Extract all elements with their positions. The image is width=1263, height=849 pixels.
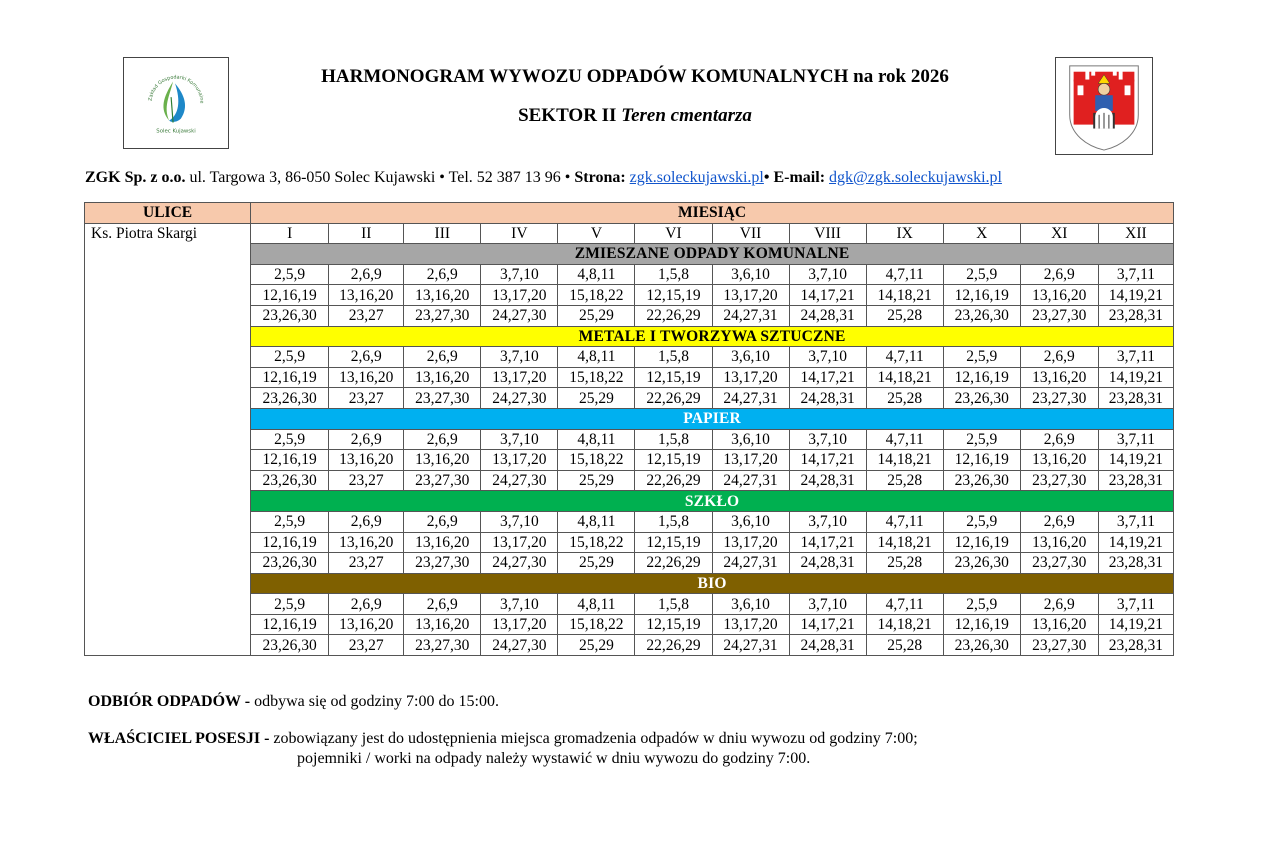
date-cell: 14,17,21: [789, 614, 866, 635]
date-cell: 23,26,30: [943, 635, 1020, 656]
date-cell: 2,5,9: [251, 594, 329, 615]
pickup-text: odbywa się od godziny 7:00 do 15:00.: [250, 693, 499, 710]
date-cell: 3,7,10: [481, 594, 558, 615]
date-cell: 14,19,21: [1098, 450, 1173, 471]
date-cell: 23,27,30: [1020, 635, 1098, 656]
schedule-table: [84, 202, 1174, 656]
date-cell: 25,29: [558, 388, 635, 409]
date-cell: 23,27: [329, 305, 404, 326]
date-cell: 14,19,21: [1098, 614, 1173, 635]
date-cell: 12,16,19: [251, 614, 329, 635]
date-cell: 13,16,20: [404, 450, 481, 471]
date-cell: 4,7,11: [866, 347, 943, 368]
date-cell: 23,28,31: [1098, 470, 1173, 491]
date-cell: 4,8,11: [558, 264, 635, 285]
date-cell: 2,6,9: [1020, 347, 1098, 368]
date-cell: 23,27,30: [404, 305, 481, 326]
month-header: V: [558, 223, 635, 244]
date-cell: 13,16,20: [1020, 450, 1098, 471]
date-cell: 4,8,11: [558, 594, 635, 615]
date-cell: 14,19,21: [1098, 285, 1173, 306]
date-cell: 13,17,20: [481, 367, 558, 388]
date-cell: 24,27,31: [712, 388, 789, 409]
date-cell: 3,7,10: [789, 594, 866, 615]
contact-line: [85, 169, 1002, 187]
date-cell: 13,16,20: [1020, 367, 1098, 388]
date-cell: 24,27,31: [712, 305, 789, 326]
date-cell: 23,26,30: [943, 553, 1020, 574]
date-cell: 4,8,11: [558, 511, 635, 532]
date-cell: 14,18,21: [866, 614, 943, 635]
date-cell: 24,28,31: [789, 635, 866, 656]
month-header: VI: [635, 223, 712, 244]
website-link[interactable]: zgk.soleckujawski.pl: [629, 169, 764, 186]
date-cell: 12,16,19: [251, 367, 329, 388]
date-cell: 1,5,8: [635, 511, 712, 532]
category-header: PAPIER: [251, 408, 1174, 429]
date-cell: 13,16,20: [404, 614, 481, 635]
date-cell: 24,28,31: [789, 305, 866, 326]
date-cell: 14,17,21: [789, 450, 866, 471]
category-header: BIO: [251, 573, 1174, 594]
date-cell: 2,5,9: [251, 429, 329, 450]
date-cell: 4,8,11: [558, 429, 635, 450]
date-cell: 3,6,10: [712, 264, 789, 285]
company-name: ZGK Sp. z o.o.: [85, 169, 186, 186]
date-cell: 23,26,30: [251, 305, 329, 326]
date-cell: 3,7,11: [1098, 429, 1173, 450]
date-cell: 24,27,30: [481, 305, 558, 326]
date-cell: 12,15,19: [635, 285, 712, 306]
date-cell: 2,5,9: [251, 511, 329, 532]
date-cell: 25,29: [558, 635, 635, 656]
page-title: HARMONOGRAM WYWOZU ODPADÓW KOMUNALNYCH na rok 2026: [321, 66, 949, 87]
date-cell: 1,5,8: [635, 347, 712, 368]
company-address: ul. Targowa 3, 86-050 Solec Kujawski • Tel. 52 387 13 96 •: [189, 169, 571, 186]
date-cell: 12,15,19: [635, 450, 712, 471]
date-cell: 2,6,9: [329, 511, 404, 532]
date-cell: 4,8,11: [558, 347, 635, 368]
coat-of-arms: [1055, 57, 1153, 155]
date-cell: 12,15,19: [635, 532, 712, 553]
date-cell: 2,5,9: [943, 594, 1020, 615]
date-cell: 3,7,10: [789, 347, 866, 368]
sector-area: Teren cmentarza: [621, 105, 752, 126]
date-cell: 2,6,9: [329, 347, 404, 368]
month-header: XII: [1098, 223, 1173, 244]
date-cell: 25,28: [866, 553, 943, 574]
date-cell: 13,17,20: [712, 450, 789, 471]
date-cell: 23,26,30: [943, 305, 1020, 326]
date-cell: 13,17,20: [481, 450, 558, 471]
date-cell: 25,29: [558, 305, 635, 326]
date-cell: 23,27: [329, 553, 404, 574]
date-cell: 12,15,19: [635, 614, 712, 635]
category-header: ZMIESZANE ODPADY KOMUNALNE: [251, 244, 1174, 265]
date-cell: 25,29: [558, 470, 635, 491]
date-cell: 24,27,31: [712, 635, 789, 656]
street-name: Ks. Piotra Skargi: [85, 223, 251, 655]
date-cell: 23,27,30: [1020, 553, 1098, 574]
date-cell: 3,7,11: [1098, 511, 1173, 532]
date-cell: 25,28: [866, 635, 943, 656]
date-cell: 2,6,9: [1020, 264, 1098, 285]
date-cell: 25,28: [866, 305, 943, 326]
date-cell: 13,16,20: [329, 450, 404, 471]
date-cell: 14,19,21: [1098, 367, 1173, 388]
date-cell: 23,26,30: [251, 553, 329, 574]
date-cell: 23,28,31: [1098, 553, 1173, 574]
date-cell: 3,6,10: [712, 511, 789, 532]
owner-note-continued: pojemniki / worki na odpady należy wystawić w dniu wywozu do godziny 7:00.: [297, 750, 811, 767]
month-header: II: [329, 223, 404, 244]
date-cell: 14,19,21: [1098, 532, 1173, 553]
date-cell: 12,15,19: [635, 367, 712, 388]
date-cell: 22,26,29: [635, 635, 712, 656]
date-cell: 14,18,21: [866, 532, 943, 553]
page-subtitle: [230, 105, 1040, 127]
date-cell: 12,16,19: [943, 285, 1020, 306]
date-cell: 3,7,11: [1098, 347, 1173, 368]
date-cell: 3,7,10: [789, 429, 866, 450]
date-cell: 15,18,22: [558, 614, 635, 635]
date-cell: 12,16,19: [943, 367, 1020, 388]
month-header: X: [943, 223, 1020, 244]
date-cell: 13,17,20: [481, 614, 558, 635]
date-cell: 3,6,10: [712, 429, 789, 450]
date-cell: 3,7,10: [481, 347, 558, 368]
date-cell: 2,6,9: [404, 511, 481, 532]
date-cell: 2,6,9: [404, 264, 481, 285]
date-cell: 15,18,22: [558, 367, 635, 388]
date-cell: 13,17,20: [712, 285, 789, 306]
date-cell: 25,28: [866, 470, 943, 491]
sector-label: SEKTOR II: [518, 105, 617, 126]
date-cell: 12,16,19: [251, 285, 329, 306]
pickup-note: [88, 693, 499, 711]
date-cell: 13,16,20: [329, 367, 404, 388]
date-cell: 14,18,21: [866, 367, 943, 388]
date-cell: 23,26,30: [943, 388, 1020, 409]
leaf-drop-logo-icon: [124, 58, 228, 148]
date-cell: 24,28,31: [789, 388, 866, 409]
date-cell: 2,5,9: [251, 347, 329, 368]
date-cell: 1,5,8: [635, 264, 712, 285]
date-cell: 2,5,9: [943, 429, 1020, 450]
date-cell: 23,27: [329, 388, 404, 409]
email-link[interactable]: dgk@zgk.soleckujawski.pl: [829, 169, 1002, 186]
email-label: • E-mail:: [763, 169, 826, 186]
svg-text:Zakład Gospodarki Komunalnej S: [124, 58, 204, 104]
date-cell: 15,18,22: [558, 285, 635, 306]
website-label: Strona:: [574, 169, 626, 186]
date-cell: 12,16,19: [251, 450, 329, 471]
date-cell: 1,5,8: [635, 594, 712, 615]
date-cell: 3,7,10: [789, 511, 866, 532]
date-cell: 3,7,11: [1098, 594, 1173, 615]
category-header: SZKŁO: [251, 491, 1174, 512]
month-header: IX: [866, 223, 943, 244]
month-header: VII: [712, 223, 789, 244]
date-cell: 12,16,19: [943, 450, 1020, 471]
date-cell: 24,27,30: [481, 388, 558, 409]
month-header: IV: [481, 223, 558, 244]
date-cell: 3,7,10: [789, 264, 866, 285]
date-cell: 3,7,11: [1098, 264, 1173, 285]
pickup-label: ODBIÓR ODPADÓW -: [88, 693, 251, 710]
date-cell: 24,27,30: [481, 470, 558, 491]
date-cell: 2,5,9: [943, 264, 1020, 285]
date-cell: 22,26,29: [635, 305, 712, 326]
date-cell: 23,27,30: [404, 635, 481, 656]
date-cell: 12,16,19: [943, 532, 1020, 553]
date-cell: 2,6,9: [1020, 511, 1098, 532]
date-cell: 25,29: [558, 553, 635, 574]
date-cell: 13,16,20: [329, 532, 404, 553]
solec-kujawski-coat-of-arms-icon: [1056, 58, 1152, 154]
date-cell: 23,27: [329, 635, 404, 656]
date-cell: 13,17,20: [481, 532, 558, 553]
date-cell: 13,17,20: [712, 614, 789, 635]
date-cell: 23,28,31: [1098, 635, 1173, 656]
category-header: METALE I TWORZYWA SZTUCZNE: [251, 326, 1174, 347]
date-cell: 13,16,20: [1020, 285, 1098, 306]
date-cell: 25,28: [866, 388, 943, 409]
date-cell: 4,7,11: [866, 264, 943, 285]
date-cell: 22,26,29: [635, 388, 712, 409]
date-cell: 23,27,30: [1020, 388, 1098, 409]
date-cell: 2,6,9: [1020, 429, 1098, 450]
owner-text: zobowiązany jest do udostępnienia miejsca gromadzenia odpadów w dniu wywozu od godziny 7:00;: [269, 730, 918, 747]
date-cell: 2,6,9: [404, 594, 481, 615]
date-cell: 2,6,9: [329, 594, 404, 615]
date-cell: 24,28,31: [789, 553, 866, 574]
date-cell: 23,27: [329, 470, 404, 491]
date-cell: 24,27,31: [712, 553, 789, 574]
date-cell: 13,17,20: [481, 285, 558, 306]
date-cell: 23,27,30: [404, 470, 481, 491]
date-cell: 23,26,30: [251, 470, 329, 491]
date-cell: 12,16,19: [251, 532, 329, 553]
date-cell: 3,6,10: [712, 347, 789, 368]
date-cell: 24,28,31: [789, 470, 866, 491]
date-cell: 2,6,9: [329, 264, 404, 285]
date-cell: 4,7,11: [866, 429, 943, 450]
company-logo: [123, 57, 229, 149]
date-cell: 4,7,11: [866, 594, 943, 615]
date-cell: 13,16,20: [329, 614, 404, 635]
date-cell: 3,6,10: [712, 594, 789, 615]
date-cell: 23,27,30: [1020, 470, 1098, 491]
date-cell: 2,6,9: [329, 429, 404, 450]
date-cell: 24,27,30: [481, 635, 558, 656]
date-cell: 1,5,8: [635, 429, 712, 450]
date-cell: 24,27,31: [712, 470, 789, 491]
month-header: VIII: [789, 223, 866, 244]
date-cell: 23,26,30: [943, 470, 1020, 491]
date-cell: 2,5,9: [251, 264, 329, 285]
date-cell: 15,18,22: [558, 450, 635, 471]
date-cell: 2,5,9: [943, 347, 1020, 368]
date-cell: 13,16,20: [1020, 532, 1098, 553]
date-cell: 13,16,20: [329, 285, 404, 306]
date-cell: 23,28,31: [1098, 305, 1173, 326]
column-header-month: MIESIĄC: [251, 203, 1174, 224]
date-cell: 14,17,21: [789, 367, 866, 388]
date-cell: 13,16,20: [404, 532, 481, 553]
date-cell: 22,26,29: [635, 553, 712, 574]
date-cell: 2,6,9: [1020, 594, 1098, 615]
date-cell: 23,27,30: [404, 388, 481, 409]
header-row: [85, 203, 1174, 224]
date-cell: 14,17,21: [789, 285, 866, 306]
month-header: I: [251, 223, 329, 244]
month-header: XI: [1020, 223, 1098, 244]
date-cell: 13,17,20: [712, 367, 789, 388]
date-cell: 3,7,10: [481, 429, 558, 450]
date-cell: 23,28,31: [1098, 388, 1173, 409]
date-cell: 13,16,20: [404, 367, 481, 388]
date-cell: 23,26,30: [251, 388, 329, 409]
date-cell: 14,18,21: [866, 285, 943, 306]
column-header-streets: ULICE: [85, 203, 251, 224]
date-cell: 3,7,10: [481, 511, 558, 532]
date-cell: 13,16,20: [404, 285, 481, 306]
date-cell: 13,17,20: [712, 532, 789, 553]
date-cell: 12,16,19: [943, 614, 1020, 635]
months-row: [85, 223, 1174, 244]
date-cell: 22,26,29: [635, 470, 712, 491]
month-header: III: [404, 223, 481, 244]
date-cell: 2,5,9: [943, 511, 1020, 532]
date-cell: 23,26,30: [251, 635, 329, 656]
date-cell: 15,18,22: [558, 532, 635, 553]
date-cell: 14,17,21: [789, 532, 866, 553]
date-cell: 13,16,20: [1020, 614, 1098, 635]
date-cell: 23,27,30: [1020, 305, 1098, 326]
owner-note: [88, 730, 918, 748]
logo-arc-text: Zakład Gospodarki Komunalne: [147, 74, 205, 104]
owner-label: WŁAŚCICIEL POSESJI -: [88, 730, 270, 747]
date-cell: 4,7,11: [866, 511, 943, 532]
date-cell: 3,7,10: [481, 264, 558, 285]
logo-city-text: Solec Kujawski: [156, 128, 196, 135]
date-cell: 24,27,30: [481, 553, 558, 574]
date-cell: 14,18,21: [866, 450, 943, 471]
date-cell: 23,27,30: [404, 553, 481, 574]
date-cell: 2,6,9: [404, 429, 481, 450]
date-cell: 2,6,9: [404, 347, 481, 368]
